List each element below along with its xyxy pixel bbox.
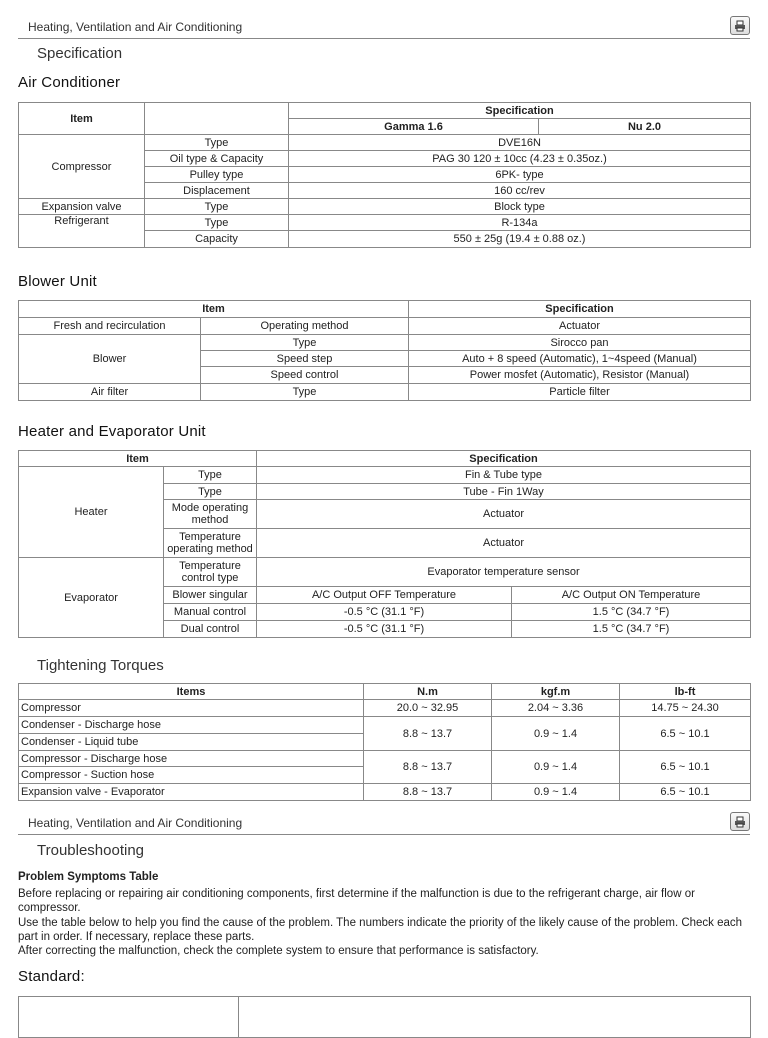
item-cell: Compressor - Suction hose [19,767,364,784]
sub-cell: Type [201,335,409,351]
col-item: Item [19,103,145,135]
group-cell: Expansion valve [19,199,145,215]
col-kgfm: kgf.m [492,684,620,700]
sub-cell: Blower singular [164,587,257,604]
spec-cell: Block type [289,199,751,215]
sub-cell: Oil type & Capacity [145,151,289,167]
value-cell: 2.04 ~ 3.36 [492,700,620,717]
spec-cell: Actuator [257,500,751,529]
sub-cell: Capacity [145,231,289,248]
spec-cell: Actuator [257,529,751,558]
spec-cell: -0.5 °C (31.1 °F) [257,621,512,638]
group-cell: Blower [19,335,201,384]
value-cell: 6.5 ~ 10.1 [620,751,751,784]
spec-cell: DVE16N [289,135,751,151]
value-cell: 0.9 ~ 1.4 [492,784,620,801]
col-gamma: Gamma 1.6 [289,119,539,135]
spec-cell: PAG 30 120 ± 10cc (4.23 ± 0.35oz.) [289,151,751,167]
spec-cell: A/C Output ON Temperature [512,587,751,604]
spec-cell: 1.5 °C (34.7 °F) [512,604,751,621]
table-row [19,467,751,484]
value-cell: 0.9 ~ 1.4 [492,751,620,784]
sub-cell: Speed control [201,367,409,384]
heading-blower-unit: Blower Unit [18,273,97,290]
problem-symptoms-heading: Problem Symptoms Table [18,871,159,883]
group-cell: Air filter [19,384,201,401]
sub-cell: Temperature operating method [164,529,257,558]
group-cell: Refrigerant [19,215,145,248]
spec-cell: Auto + 8 speed (Automatic), 1~4speed (Manual) [409,351,751,367]
group-cell: Compressor [19,135,145,199]
table-row [19,558,751,587]
item-cell: Compressor [19,700,364,717]
table-row [19,199,751,215]
standard-table [18,996,751,1038]
section-title-specification: Specification [37,45,123,62]
table-row [19,700,751,717]
spec-cell: Power mosfet (Automatic), Resistor (Manual) [409,367,751,384]
col-items: Items [19,684,364,700]
paragraph: After correcting the malfunction, check the complete system to ensure that performance is satisfactory. [18,945,539,957]
table-row [19,784,751,801]
table-row [19,751,751,767]
spec-cell: 6PK- type [289,167,751,183]
print-icon[interactable] [730,16,750,35]
sub-cell: Mode operating method [164,500,257,529]
heading-air-conditioner: Air Conditioner [18,74,121,91]
value-cell: 6.5 ~ 10.1 [620,784,751,801]
sub-cell: Operating method [201,318,409,335]
spec-cell: Evaporator temperature sensor [257,558,751,587]
col-specification: Specification [289,103,751,119]
spec-cell: Actuator [409,318,751,335]
spec-cell: Sirocco pan [409,335,751,351]
spec-cell: Particle filter [409,384,751,401]
group-cell: Fresh and recirculation [19,318,201,335]
table-row [19,135,751,151]
sub-cell: Type [164,484,257,500]
tightening-torques-table [18,683,751,801]
sub-cell: Pulley type [145,167,289,183]
section-title-troubleshooting: Troubleshooting [37,842,145,859]
item-cell: Compressor - Discharge hose [19,751,364,767]
value-cell: 8.8 ~ 13.7 [364,751,492,784]
heading-standard: Standard: [18,968,85,985]
header-title: Heating, Ventilation and Air Conditioning [28,816,243,830]
spec-cell: A/C Output OFF Temperature [257,587,512,604]
paragraph: Use the table below to help you find the cause of the problem. The numbers indicate the priority of the likely cause of the problem. Check each part in order. If necessary, replace these parts. [18,917,743,943]
sub-cell: Type [164,467,257,484]
paragraph: Before replacing or repairing air conditioning components, first determine if the malfunction is due to the refrigerant charge, air flow or compressor. [18,888,695,914]
col-lbft: lb-ft [620,684,751,700]
item-cell: Condenser - Discharge hose [19,717,364,734]
value-cell: 14.75 ~ 24.30 [620,700,751,717]
sub-cell: Type [145,199,289,215]
document-header-2 [18,810,750,835]
spec-cell: 1.5 °C (34.7 °F) [512,621,751,638]
heater-evaporator-table [18,450,751,638]
spec-cell: Fin & Tube type [257,467,751,484]
table-row [19,717,751,734]
heading-tightening-torques: Tightening Torques [37,657,164,674]
spec-cell: 160 cc/rev [289,183,751,199]
col-nu: Nu 2.0 [539,119,751,135]
table-row [19,384,751,401]
print-icon[interactable] [730,812,750,831]
group-cell: Heater [19,467,164,558]
sub-cell: Manual control [164,604,257,621]
value-cell: 20.0 ~ 32.95 [364,700,492,717]
spec-cell: 550 ± 25g (19.4 ± 0.88 oz.) [289,231,751,248]
document-header [18,14,750,39]
spec-cell: R-134a [289,215,751,231]
col-specification: Specification [257,451,751,467]
sub-cell: Type [145,135,289,151]
header-title: Heating, Ventilation and Air Conditioning [28,20,243,34]
air-conditioner-table [18,102,751,248]
value-cell: 6.5 ~ 10.1 [620,717,751,751]
sub-cell: Temperature control type [164,558,257,587]
blower-unit-table [18,300,751,401]
table-divider [238,997,239,1037]
col-specification: Specification [409,301,751,318]
sub-cell: Type [201,384,409,401]
sub-cell: Speed step [201,351,409,367]
table-row [19,215,751,231]
sub-cell: Dual control [164,621,257,638]
sub-cell: Type [145,215,289,231]
table-row [19,335,751,351]
item-cell: Condenser - Liquid tube [19,734,364,751]
col-item: Item [19,301,409,318]
group-cell: Evaporator [19,558,164,638]
spec-cell: Tube - Fin 1Way [257,484,751,500]
col-item: Item [19,451,257,467]
table-row [19,318,751,335]
value-cell: 8.8 ~ 13.7 [364,784,492,801]
item-cell: Expansion valve - Evaporator [19,784,364,801]
sub-cell: Displacement [145,183,289,199]
value-cell: 0.9 ~ 1.4 [492,717,620,751]
col-nm: N.m [364,684,492,700]
heading-heater-evaporator: Heater and Evaporator Unit [18,423,206,440]
spec-cell: -0.5 °C (31.1 °F) [257,604,512,621]
value-cell: 8.8 ~ 13.7 [364,717,492,751]
